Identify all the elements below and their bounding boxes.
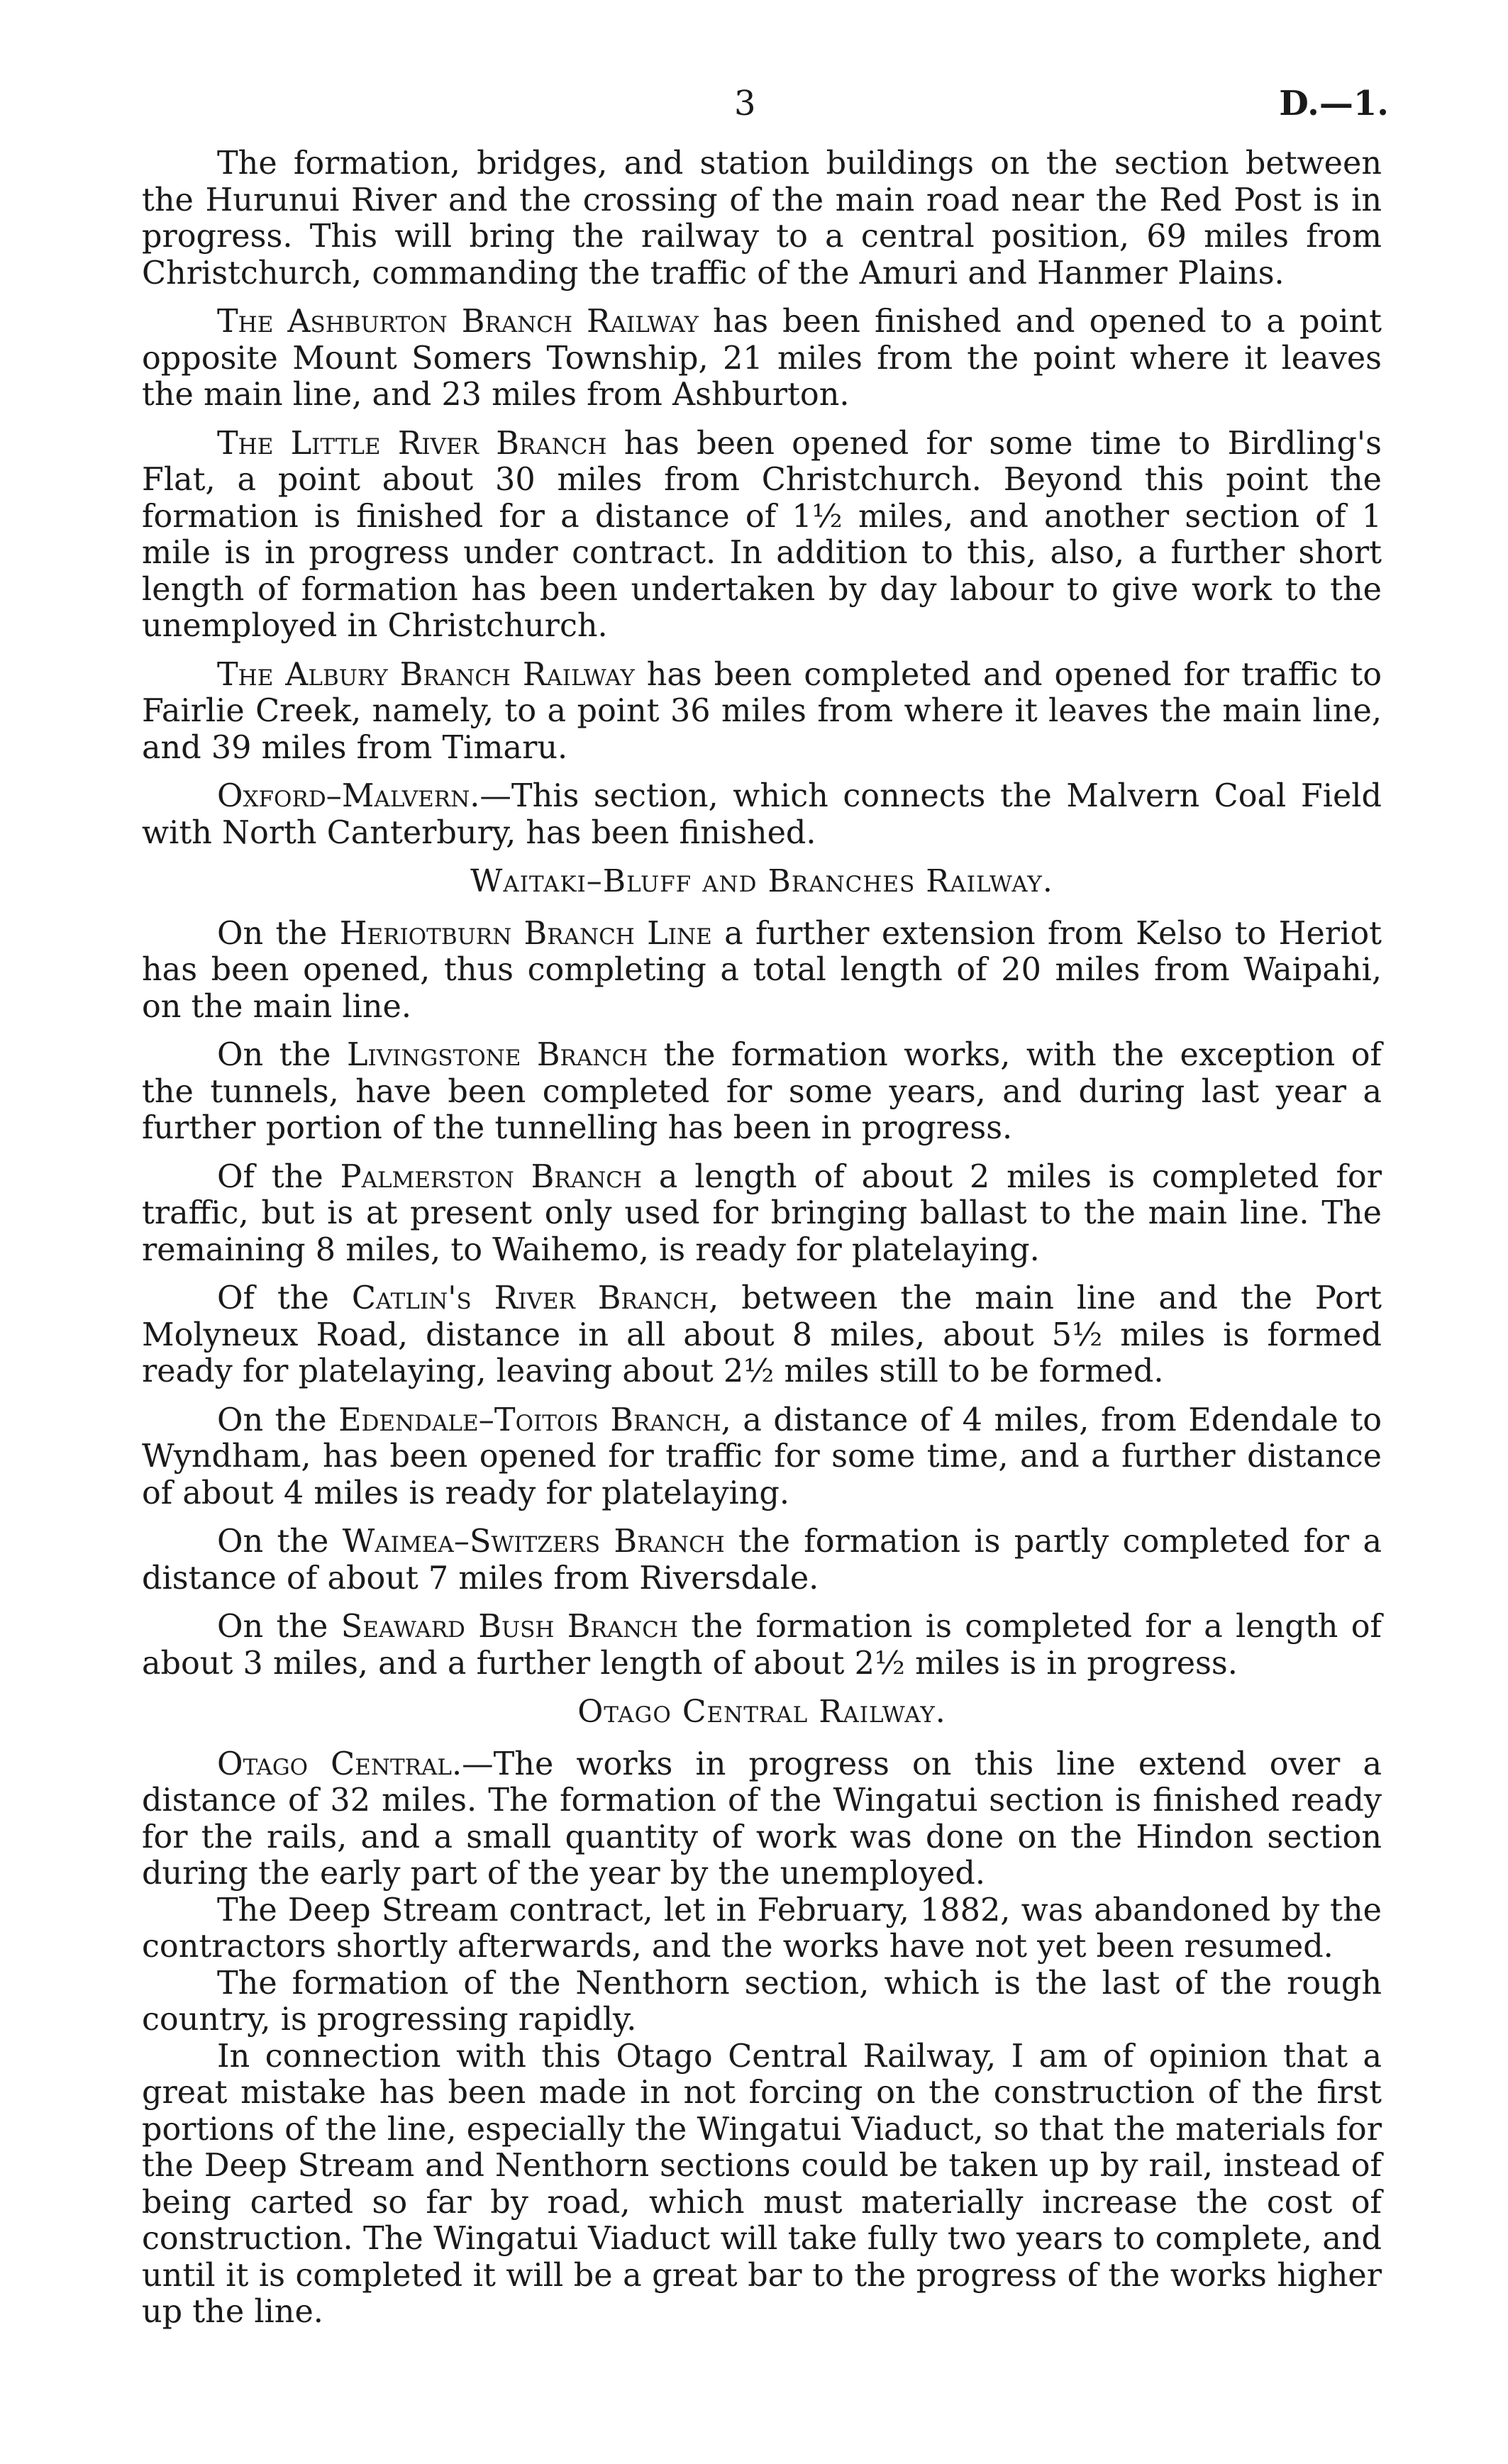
paragraph xyxy=(142,304,1382,414)
paragraph-lead: Otago Central. xyxy=(217,1746,462,1782)
paragraph xyxy=(142,1965,1382,2038)
paragraph xyxy=(142,1402,1382,1512)
paragraph-text: —The works in progress on this line extend over a distance of 32 miles. The formation of the Wingatui section is finished ready for the rails, and a small quantity of work was done on the Hindon section during the early part of the year by the unemployed. xyxy=(142,1746,1382,1892)
paragraph-lead: Waimea–Switzers Branch xyxy=(342,1524,725,1560)
paragraph-lead: Livingstone Branch xyxy=(346,1037,648,1073)
paragraph-lead: Catlin's River Branch xyxy=(351,1280,709,1316)
paragraph-text: The formation of the Nenthorn section, which is the last of the rough country, is progressing rapidly. xyxy=(142,1965,1382,2038)
paragraph-lead: Palmerston Branch xyxy=(340,1158,642,1195)
paragraph-text: the formation works, with the exception of the tunnels, have been completed for some years, and during last year a further portion of the tunnelling has been in progress. xyxy=(142,1037,1382,1146)
paragraph-lead: The Ashburton Branch Railway xyxy=(217,304,699,340)
paragraph-text: , a distance of 4 miles, from Edendale to Wyndham, has been opened for traffic for some time, and a further distance of about 4 miles is ready for platelaying. xyxy=(142,1402,1382,1511)
paragraph xyxy=(142,426,1382,645)
section-heading: Waitaki–Bluff and Branches Railway. xyxy=(470,863,1053,899)
paragraph-prefix: Of the xyxy=(217,1280,352,1316)
paragraph-prefix: On the xyxy=(217,1524,343,1560)
document-body xyxy=(142,145,1382,2331)
paragraph-text: The Deep Stream contract, let in February, 1882, was abandoned by the contractors shortly afterwards, and the works have not yet been resumed. xyxy=(142,1892,1382,1965)
paragraph xyxy=(142,1524,1382,1597)
paragraph-text: has been opened for some time to Birdling's Flat, a point about 30 miles from Christchurch. Beyond this point the formation is finished for a distance of 1½ miles, and another section of 1 mile is in progress under contract. In addition to this, also, a further short length of formation has been undertaken by day labour to give work to the unemployed in Christchurch. xyxy=(142,425,1382,644)
paragraph-text: the formation is partly completed for a distance of about 7 miles from Riversdale. xyxy=(142,1524,1382,1597)
paragraph xyxy=(142,1609,1382,1682)
paragraph-lead: Oxford–Malvern. xyxy=(217,778,480,814)
paragraph-lead: Edendale–Toitois Branch xyxy=(338,1402,721,1438)
page-number: 3 xyxy=(734,84,756,123)
paragraph-text: the formation is completed for a length of about 3 miles, and a further length of about 2½ miles is in progress. xyxy=(142,1609,1382,1682)
paragraph-text: has been completed and opened for traffic to Fairlie Creek, namely, to a point 36 miles from where it leaves the main line, and 39 miles from Timaru. xyxy=(142,656,1382,766)
page-header xyxy=(0,84,1508,133)
paragraph-text: In connection with this Otago Central Railway, I am of opinion that a great mistake has been made in not forcing on the construction of the first portions of the line, especially the Wingatui Viaduct, so that the materials for the Deep Stream and Nenthorn sections could be taken up by rail, instead of being carted so far by road, which must materially increase the cost of construction. The Wingatui Viaduct will take fully two years to complete, and until it is completed it will be a great bar to the progress of the works higher up the line. xyxy=(142,2038,1382,2330)
paragraph xyxy=(142,657,1382,767)
paragraph-lead: The Little River Branch xyxy=(217,425,607,462)
paragraph-prefix: On the xyxy=(217,1402,339,1438)
paragraph xyxy=(142,916,1382,1026)
paragraph xyxy=(142,2038,1382,2331)
document-reference: D.—1. xyxy=(1279,84,1389,123)
section-heading: Otago Central Railway. xyxy=(577,1694,946,1730)
paragraph-prefix: On the xyxy=(217,1609,341,1645)
paragraph-lead: Seaward Bush Branch xyxy=(340,1609,679,1645)
paragraph xyxy=(142,1159,1382,1269)
paragraph-prefix: On the xyxy=(217,915,340,952)
paragraph xyxy=(142,1746,1382,1892)
paragraph-text: —This section, which connects the Malvern Coal Field with North Canterbury, has been finished. xyxy=(142,778,1382,851)
paragraph xyxy=(142,145,1382,292)
paragraph-text: The formation, bridges, and station buildings on the section between the Hurunui River and the crossing of the main road near the Red Post is in progress. This will bring the railway to a central position, 69 miles from Christchurch, commanding the traffic of the Amuri and Hanmer Plains. xyxy=(142,145,1382,292)
paragraph-prefix: Of the xyxy=(217,1158,340,1195)
paragraph-prefix: On the xyxy=(217,1037,347,1073)
paragraph-text: a length of about 2 miles is completed for traffic, but is at present only used for bringing ballast to the main line. The remaining 8 miles, to Waihemo, is ready for platelaying. xyxy=(142,1158,1382,1268)
paragraph-text: a further extension from Kelso to Heriot has been opened, thus completing a total length of 20 miles from Waipahi, on the main line. xyxy=(142,915,1382,1025)
paragraph xyxy=(142,1280,1382,1390)
paragraph xyxy=(142,778,1382,851)
paragraph xyxy=(142,1892,1382,1965)
paragraph-lead: Heriotburn Branch Line xyxy=(339,915,712,952)
paragraph-text: , between the main line and the Port Molyneux Road, distance in all about 8 miles, about 5½ miles is formed ready for platelaying, leaving about 2½ miles still to be formed. xyxy=(142,1280,1382,1389)
paragraph xyxy=(142,1037,1382,1147)
paragraph-text: has been finished and opened to a point opposite Mount Somers Township, 21 miles from the point where it leaves the main line, and 23 miles from Ashburton. xyxy=(142,304,1382,413)
paragraph-lead: The Albury Branch Railway xyxy=(217,656,635,693)
